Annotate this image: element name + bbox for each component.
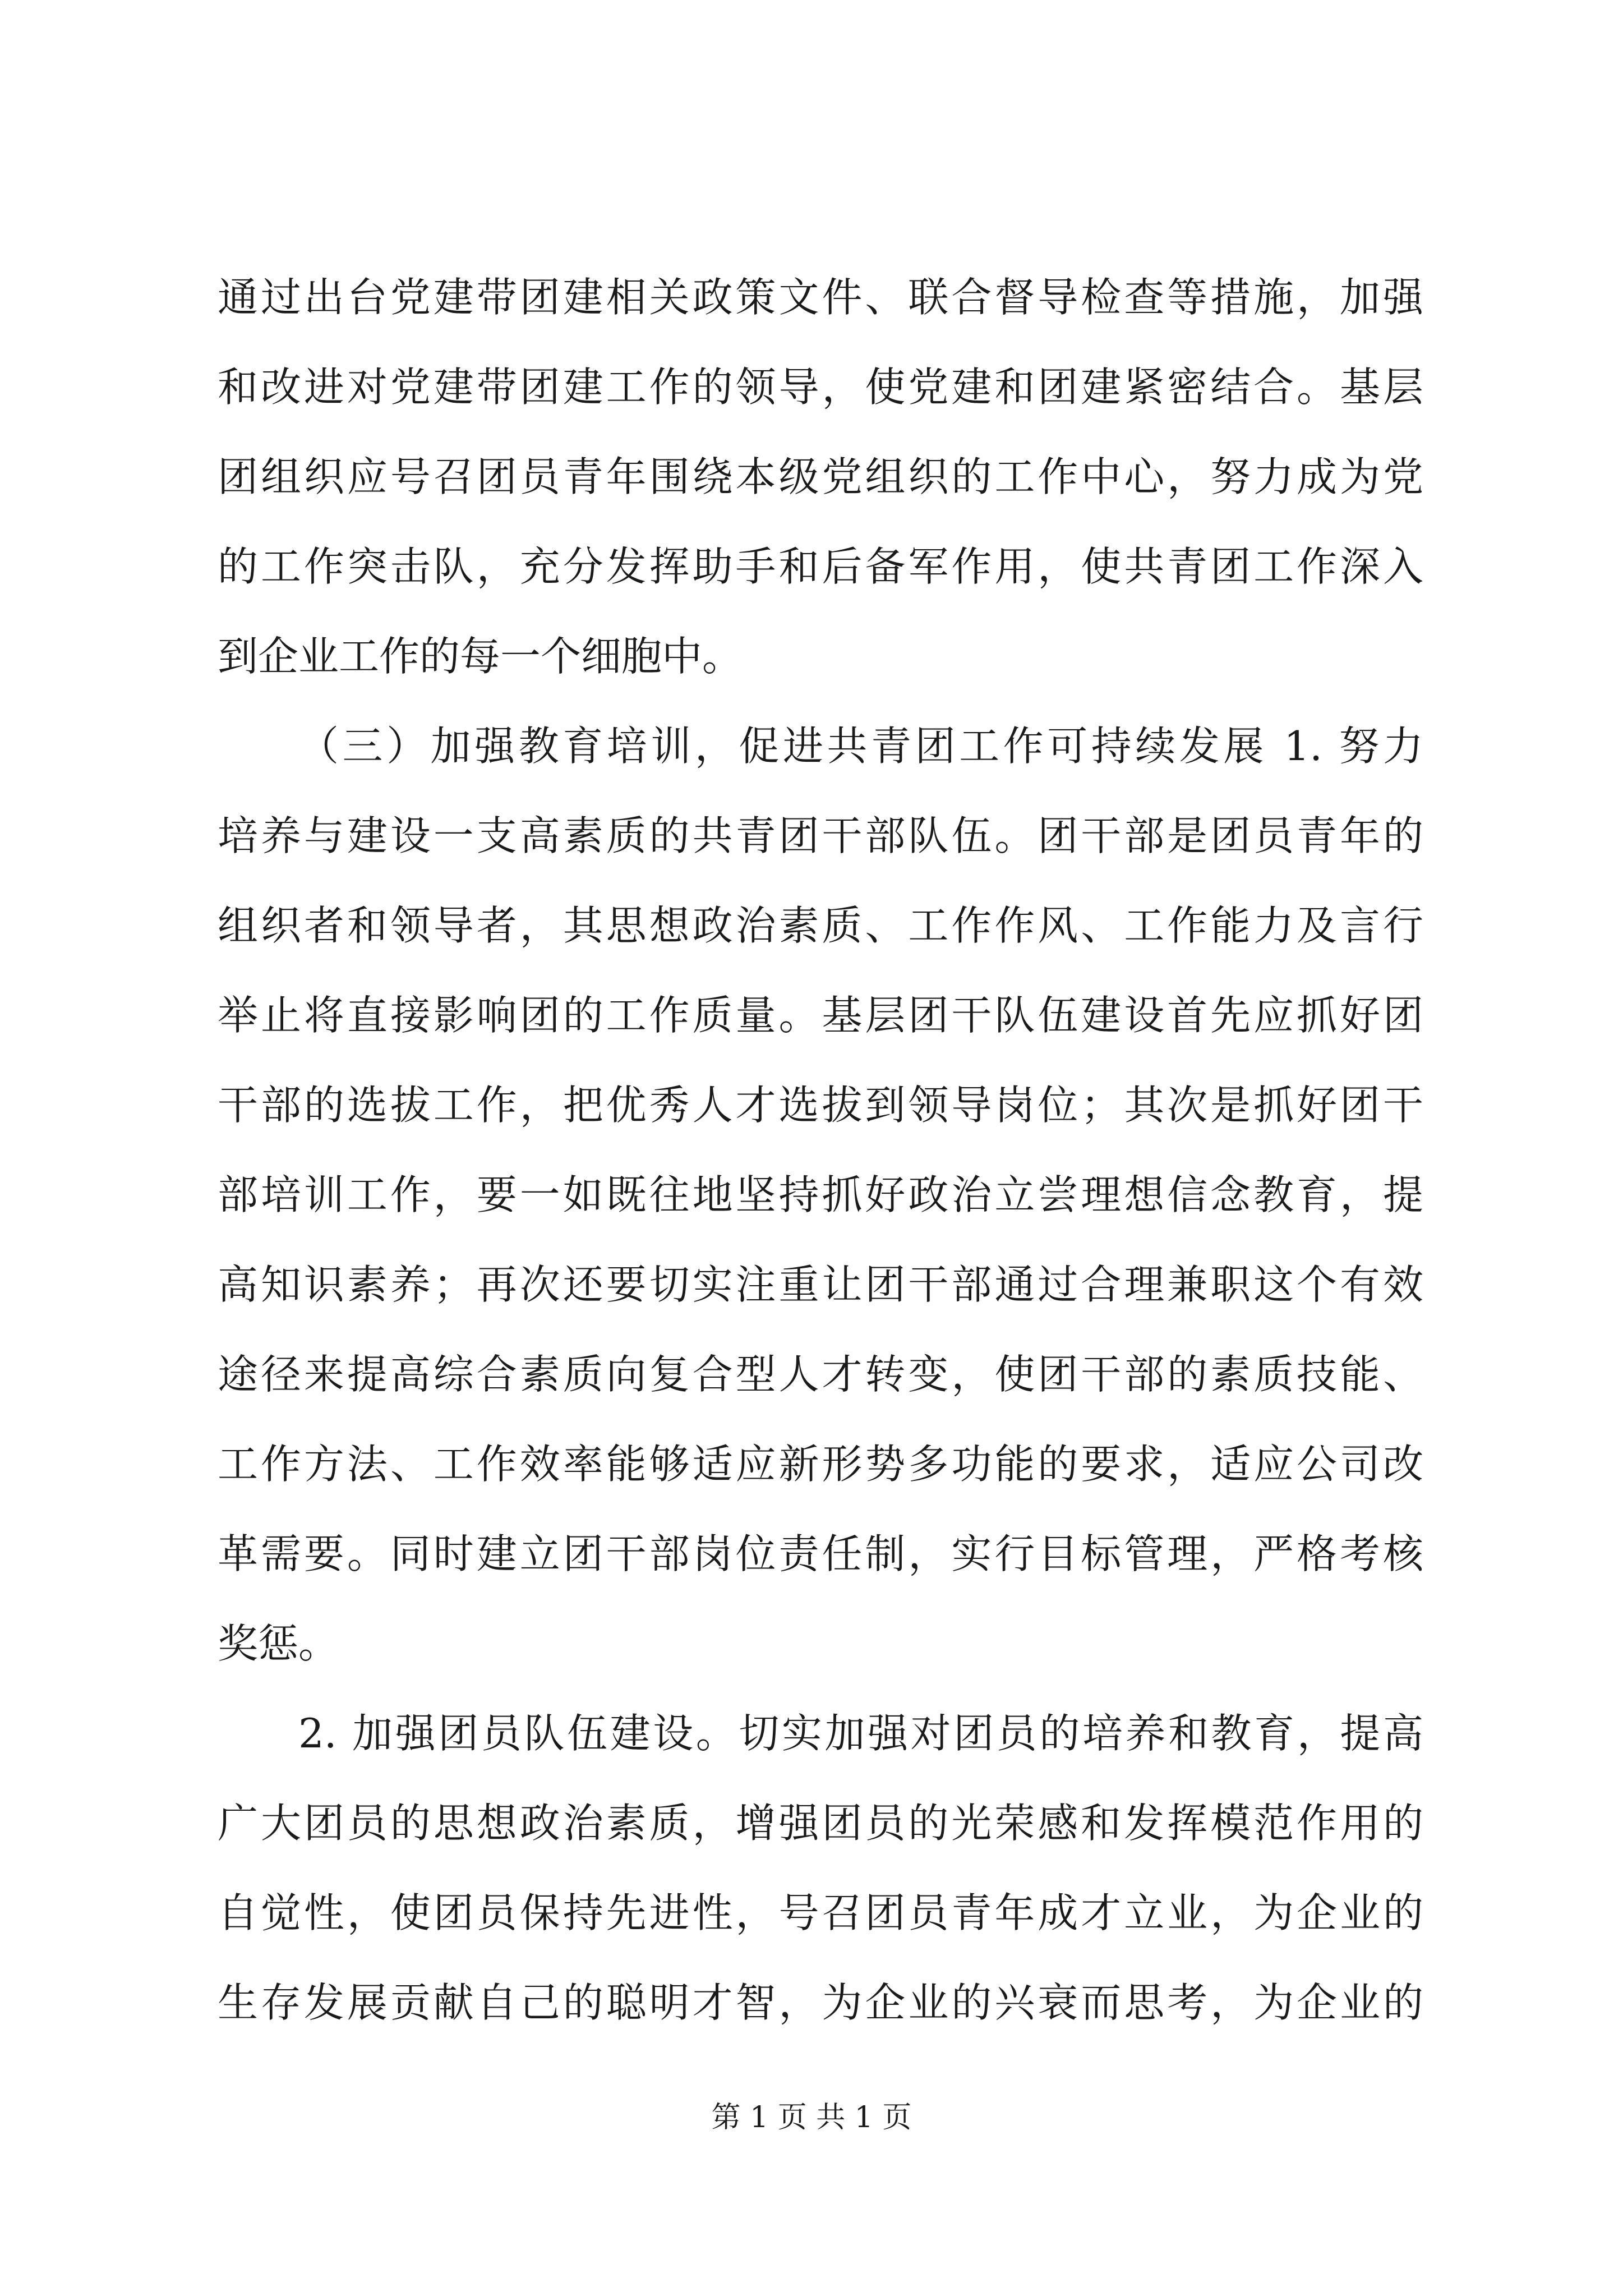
text-line: 广大团员的思想政治素质，增强团员的光荣感和发挥模范作用的 xyxy=(218,1800,1423,1847)
text-line: 奖惩。 xyxy=(218,1620,339,1667)
section-heading-line: （三）加强教育培训，促进共青团工作可持续发展 1. 努力 xyxy=(298,723,1423,770)
document-body xyxy=(218,252,1423,2047)
text-line: 组织者和领导者，其思想政治素质、工作作风、工作能力及言行 xyxy=(218,902,1423,949)
text-line: 高知识素养；再次还要切实注重让团干部通过合理兼职这个有效 xyxy=(218,1261,1423,1308)
text-line: 革需要。同时建立团干部岗位责任制，实行目标管理，严格考核 xyxy=(218,1530,1423,1577)
page-number-label: 第 1 页 共 1 页 xyxy=(711,2101,912,2134)
text-line: 自觉性，使团员保持先进性，号召团员青年成才立业，为企业的 xyxy=(218,1889,1423,1936)
text-line: 举止将直接影响团的工作质量。基层团干队伍建设首先应抓好团 xyxy=(218,992,1423,1039)
text-line: 到企业工作的每一个细胞中。 xyxy=(218,633,743,680)
text-line: 干部的选拔工作，把优秀人才选拔到领导岗位；其次是抓好团干 xyxy=(218,1082,1423,1129)
text-line: 培养与建设一支高素质的共青团干部队伍。团干部是团员青年的 xyxy=(218,812,1423,859)
text-line: 途径来提高综合素质向复合型人才转变，使团干部的素质技能、 xyxy=(218,1351,1423,1398)
page-footer xyxy=(0,2098,1623,2137)
text-line: 和改进对党建带团建工作的领导，使党建和团建紧密结合。基层 xyxy=(218,364,1423,411)
text-line: 生存发展贡献自己的聪明才智，为企业的兴衰而思考，为企业的 xyxy=(218,1979,1423,2026)
text-line: 部培训工作，要一如既往地坚持抓好政治立尝理想信念教育，提 xyxy=(218,1171,1423,1218)
text-line: 2. 加强团员队伍建设。切实加强对团员的培养和教育，提高 xyxy=(298,1710,1423,1757)
text-line: 工作方法、工作效率能够适应新形势多功能的要求，适应公司改 xyxy=(218,1441,1423,1488)
text-line: 的工作突击队，充分发挥助手和后备军作用，使共青团工作深入 xyxy=(218,543,1423,590)
text-line: 通过出台党建带团建相关政策文件、联合督导检查等措施，加强 xyxy=(218,274,1423,321)
text-line: 团组织应号召团员青年围绕本级党组织的工作中心，努力成为党 xyxy=(218,453,1423,500)
